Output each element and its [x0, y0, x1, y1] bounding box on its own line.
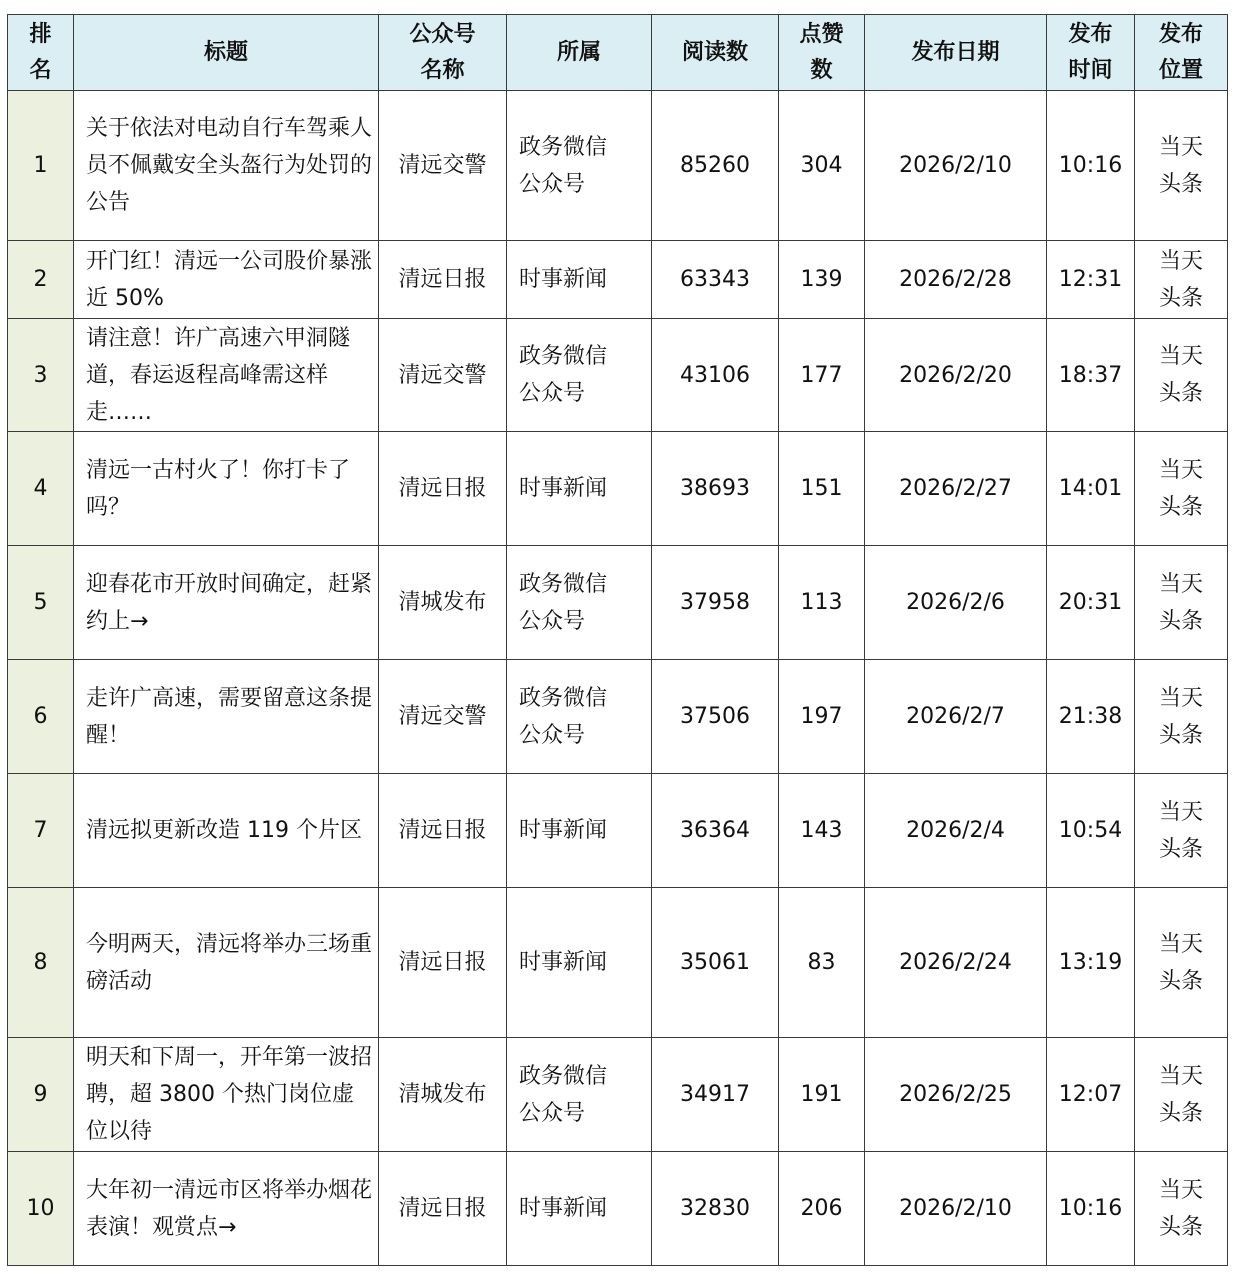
account-cell — [379, 888, 507, 1038]
header-likes: 点赞数 — [779, 15, 865, 91]
rank-cell — [8, 432, 74, 546]
header-rank: 排名 — [8, 15, 74, 91]
likes-text: 304 — [800, 153, 843, 178]
account-type-cell — [507, 660, 652, 774]
time-cell — [1047, 432, 1135, 546]
rank-text: 3 — [33, 362, 48, 388]
reads-cell — [652, 91, 779, 241]
likes-text: 113 — [800, 590, 843, 615]
likes-cell — [779, 432, 865, 546]
likes-text: 177 — [800, 362, 843, 388]
account-text: 清远日报 — [398, 950, 487, 975]
title-cell — [74, 1152, 379, 1266]
title-text: 开门红！清远一公司股价暴涨近 50% — [86, 248, 373, 311]
date-text: 2026/2/10 — [899, 153, 1012, 178]
account-text: 清远交警 — [398, 704, 487, 729]
ranking-table — [7, 14, 1228, 1266]
account-cell — [379, 319, 507, 432]
date-cell — [865, 660, 1047, 774]
likes-text: 83 — [807, 950, 836, 975]
rank-cell — [8, 546, 74, 660]
date-cell — [865, 432, 1047, 546]
title-text: 迎春花市开放时间确定，赶紧约上→ — [86, 571, 373, 634]
reads-text: 32830 — [680, 1196, 750, 1221]
time-cell — [1047, 1038, 1135, 1152]
table-row — [8, 888, 1228, 1038]
likes-text: 191 — [800, 1082, 843, 1107]
time-cell — [1047, 546, 1135, 660]
title-cell — [74, 91, 379, 241]
position-text: 当天头条 — [1158, 799, 1203, 862]
rank-text: 7 — [33, 818, 48, 843]
time-text: 10:54 — [1058, 818, 1123, 843]
table-row — [8, 546, 1228, 660]
title-text: 大年初一清远市区将举办烟花表演！观赏点→ — [86, 1177, 373, 1240]
account-cell — [379, 1038, 507, 1152]
reads-cell — [652, 432, 779, 546]
position-text: 当天头条 — [1158, 1063, 1203, 1126]
rank-cell — [8, 660, 74, 774]
rank-cell — [8, 1152, 74, 1266]
table-row — [8, 432, 1228, 546]
table-row — [8, 241, 1228, 319]
title-cell — [74, 241, 379, 319]
title-text: 今明两天，清远将举办三场重磅活动 — [86, 931, 373, 994]
account-cell — [379, 241, 507, 319]
rank-cell — [8, 319, 74, 432]
title-cell — [74, 1038, 379, 1152]
rank-text: 5 — [33, 590, 48, 615]
likes-text: 197 — [800, 704, 843, 729]
account-type-text: 时事新闻 — [519, 818, 608, 843]
position-text: 当天头条 — [1158, 134, 1203, 197]
account-type-cell — [507, 774, 652, 888]
account-text: 清城发布 — [398, 1082, 487, 1107]
date-cell — [865, 1038, 1047, 1152]
table-row — [8, 774, 1228, 888]
table-row — [8, 91, 1228, 241]
reads-text: 37506 — [680, 704, 750, 729]
account-text: 清远日报 — [398, 476, 487, 501]
time-text: 10:16 — [1058, 153, 1123, 178]
likes-text: 151 — [800, 476, 843, 501]
reads-text: 63343 — [680, 267, 750, 292]
likes-cell — [779, 546, 865, 660]
account-cell — [379, 1152, 507, 1266]
reads-cell — [652, 774, 779, 888]
date-text: 2026/2/25 — [899, 1082, 1012, 1107]
position-text: 当天头条 — [1158, 571, 1203, 634]
time-text: 12:31 — [1058, 267, 1123, 292]
account-type-cell — [507, 1152, 652, 1266]
date-cell — [865, 319, 1047, 432]
rank-text: 1 — [33, 153, 48, 178]
account-type-cell — [507, 241, 652, 319]
rank-cell — [8, 888, 74, 1038]
rank-cell — [8, 774, 74, 888]
title-cell — [74, 660, 379, 774]
reads-cell — [652, 660, 779, 774]
account-cell — [379, 774, 507, 888]
account-type-text: 政务微信公众号 — [519, 571, 608, 634]
likes-text: 143 — [800, 818, 843, 843]
position-cell — [1135, 91, 1228, 241]
header-title: 标题 — [74, 15, 379, 91]
rank-text: 9 — [33, 1082, 48, 1107]
account-type-text: 时事新闻 — [519, 950, 608, 975]
account-type-text: 时事新闻 — [519, 476, 608, 501]
header-position: 发布位置 — [1135, 15, 1228, 91]
rank-text: 6 — [33, 704, 48, 729]
time-text: 12:07 — [1058, 1082, 1123, 1107]
title-text: 走许广高速，需要留意这条提醒！ — [86, 685, 373, 748]
header-row — [8, 15, 1228, 91]
account-text: 清远日报 — [398, 1196, 487, 1221]
position-text: 当天头条 — [1158, 1177, 1203, 1240]
likes-cell — [779, 888, 865, 1038]
account-type-cell — [507, 91, 652, 241]
likes-text: 139 — [800, 267, 843, 292]
reads-text: 38693 — [680, 476, 750, 501]
position-cell — [1135, 888, 1228, 1038]
title-cell — [74, 319, 379, 432]
reads-text: 35061 — [680, 950, 750, 975]
time-text: 18:37 — [1058, 362, 1123, 388]
date-text: 2026/2/28 — [899, 267, 1012, 292]
date-cell — [865, 1152, 1047, 1266]
position-cell — [1135, 1152, 1228, 1266]
date-cell — [865, 91, 1047, 241]
date-text: 2026/2/10 — [899, 1196, 1012, 1221]
position-text: 当天头条 — [1158, 685, 1203, 748]
position-cell — [1135, 546, 1228, 660]
title-cell — [74, 774, 379, 888]
table-row — [8, 319, 1228, 432]
position-cell — [1135, 319, 1228, 432]
rank-text: 4 — [33, 476, 48, 501]
time-text: 21:38 — [1058, 704, 1123, 729]
time-cell — [1047, 241, 1135, 319]
time-cell — [1047, 660, 1135, 774]
account-cell — [379, 546, 507, 660]
account-text: 清远日报 — [398, 267, 487, 292]
table-body — [8, 91, 1228, 1266]
account-type-cell — [507, 432, 652, 546]
account-type-text: 政务微信公众号 — [519, 344, 608, 406]
time-text: 13:19 — [1058, 950, 1123, 975]
account-type-text: 政务微信公众号 — [519, 685, 608, 748]
account-cell — [379, 91, 507, 241]
likes-cell — [779, 241, 865, 319]
date-cell — [865, 774, 1047, 888]
rank-text: 8 — [33, 950, 48, 975]
title-text: 请注意！许广高速六甲洞隧道，春运返程高峰需这样走…… — [86, 325, 351, 425]
position-text: 当天头条 — [1158, 931, 1203, 994]
reads-text: 43106 — [680, 362, 750, 388]
reads-text: 36364 — [680, 818, 750, 843]
rank-cell — [8, 241, 74, 319]
position-text: 当天头条 — [1158, 248, 1203, 311]
reads-cell — [652, 1152, 779, 1266]
likes-cell — [779, 1038, 865, 1152]
account-type-cell — [507, 888, 652, 1038]
likes-cell — [779, 91, 865, 241]
date-text: 2026/2/7 — [906, 704, 1005, 729]
likes-cell — [779, 660, 865, 774]
reads-cell — [652, 1038, 779, 1152]
header-category: 所属 — [507, 15, 652, 91]
title-text: 关于依法对电动自行车驾乘人员不佩戴安全头盔行为处罚的公告 — [86, 116, 373, 215]
position-cell — [1135, 1038, 1228, 1152]
likes-text: 206 — [800, 1196, 843, 1221]
title-text: 清远拟更新改造 119 个片区 — [86, 818, 362, 843]
table-row — [8, 1152, 1228, 1266]
table-row — [8, 660, 1228, 774]
title-text: 清远一古村火了！你打卡了吗？ — [86, 457, 351, 520]
date-text: 2026/2/4 — [906, 818, 1005, 843]
time-cell — [1047, 1152, 1135, 1266]
date-text: 2026/2/6 — [906, 590, 1005, 615]
account-text: 清远日报 — [398, 818, 487, 843]
account-type-cell — [507, 319, 652, 432]
likes-cell — [779, 1152, 865, 1266]
date-text: 2026/2/24 — [899, 950, 1012, 975]
reads-cell — [652, 319, 779, 432]
title-cell — [74, 546, 379, 660]
reads-text: 85260 — [680, 153, 750, 178]
date-text: 2026/2/27 — [899, 476, 1012, 501]
account-type-cell — [507, 546, 652, 660]
position-cell — [1135, 660, 1228, 774]
header-reads: 阅读数 — [652, 15, 779, 91]
reads-text: 34917 — [680, 1082, 750, 1107]
position-cell — [1135, 774, 1228, 888]
position-text: 当天头条 — [1158, 344, 1203, 406]
account-type-text: 政务微信公众号 — [519, 134, 608, 197]
rank-cell — [8, 91, 74, 241]
reads-cell — [652, 546, 779, 660]
date-cell — [865, 888, 1047, 1038]
account-cell — [379, 432, 507, 546]
date-text: 2026/2/20 — [899, 362, 1012, 388]
likes-cell — [779, 319, 865, 432]
header-account: 公众号名称 — [379, 15, 507, 91]
account-cell — [379, 660, 507, 774]
date-cell — [865, 546, 1047, 660]
account-type-text: 时事新闻 — [519, 267, 608, 292]
rank-cell — [8, 1038, 74, 1152]
time-text: 20:31 — [1058, 590, 1123, 615]
time-cell — [1047, 774, 1135, 888]
time-cell — [1047, 91, 1135, 241]
rank-text: 10 — [26, 1196, 55, 1221]
time-text: 10:16 — [1058, 1196, 1123, 1221]
account-type-text: 时事新闻 — [519, 1196, 608, 1221]
time-cell — [1047, 319, 1135, 432]
reads-cell — [652, 241, 779, 319]
account-type-cell — [507, 1038, 652, 1152]
account-text: 清远交警 — [398, 362, 487, 388]
header-date: 发布日期 — [865, 15, 1047, 91]
title-text: 明天和下周一，开年第一波招聘，超 3800 个热门岗位虚位以待 — [86, 1045, 373, 1144]
position-text: 当天头条 — [1158, 457, 1203, 520]
account-text: 清远交警 — [398, 153, 487, 178]
date-cell — [865, 241, 1047, 319]
header-time: 发布时间 — [1047, 15, 1135, 91]
rank-text: 2 — [33, 267, 48, 292]
position-cell — [1135, 432, 1228, 546]
account-text: 清城发布 — [398, 590, 487, 615]
reads-cell — [652, 888, 779, 1038]
likes-cell — [779, 774, 865, 888]
position-cell — [1135, 241, 1228, 319]
time-cell — [1047, 888, 1135, 1038]
title-cell — [74, 888, 379, 1038]
table-row — [8, 1038, 1228, 1152]
account-type-text: 政务微信公众号 — [519, 1063, 608, 1126]
reads-text: 37958 — [680, 590, 750, 615]
time-text: 14:01 — [1058, 476, 1123, 501]
title-cell — [74, 432, 379, 546]
